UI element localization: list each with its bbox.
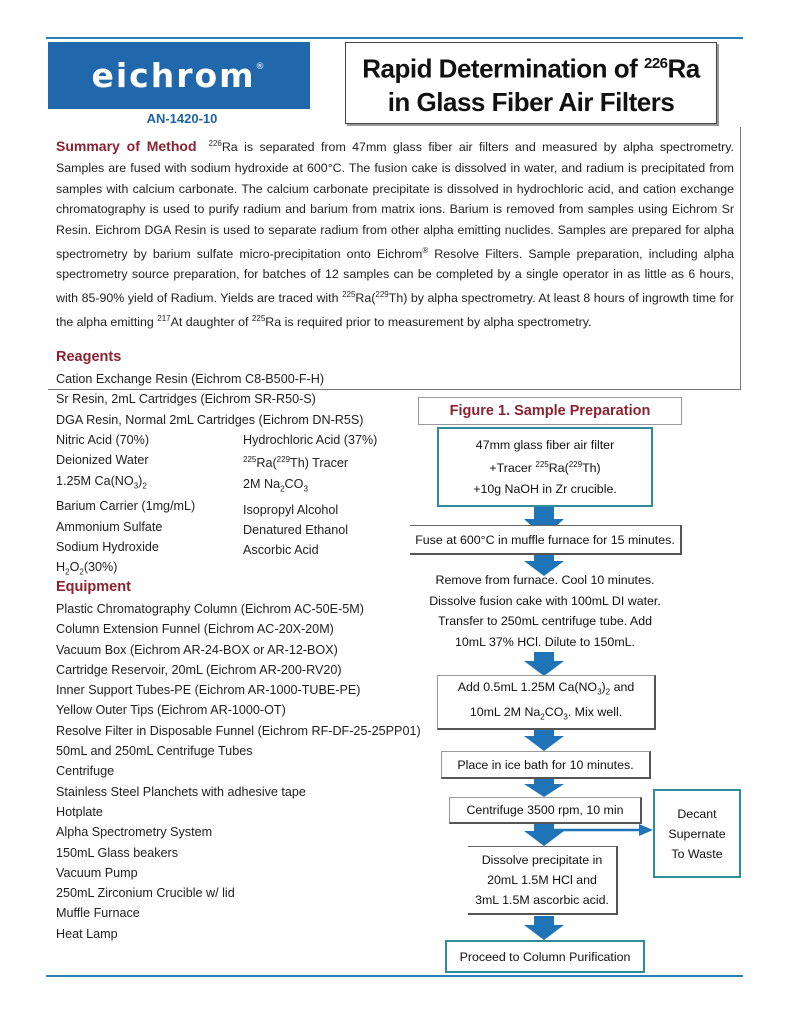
step-filter-tracer [437, 427, 653, 507]
list-item: Ascorbic Acid [243, 543, 319, 558]
list-item: Cation Exchange Resin (Eichrom C8-B500-F-H) [56, 372, 325, 386]
step-add-carbonate [437, 675, 656, 730]
equipment-list [56, 599, 421, 944]
figure-title: Figure 1. Sample Preparation [418, 397, 682, 425]
summary-paragraph: Summary of Method $^{226}$Ra is separated from 47mm glass fiber air filters and measured by alpha spectrometry. Samples are fused with sodium hydroxide at 600°C. The fusion cake is dissolved in water, and radium is precipitated from samples with calcium carbonate. The calcium carbonate precipitate is dissolved in hydrochloric acid, and cation exchange chromatography is used to purify radium and barium from matrix ions. Barium is removed from samples using Eichrom Sr Resin. Eichrom DGA Resin is used to separate radium from other alpha emitting nuclides. Samples are prepared for alpha spectrometry by barium sulfate micro-precipitation onto Eichrom® Resolve Filters. Sample preparation, including alpha spectrometry source preparation, for batches of 12 samples can be completed by a single operator in as little as 6 hours, with 85-90% yield of Radium. Yields are traced with $^{225}$Ra($^{229}$Th) by alpha spectrometry. At least 8 hours of ingrowth time for the alpha emitting $^{217}$At daughter of $^{225}$Ra is required prior to measurement by alpha spectrometry. [56, 138, 734, 330]
right-arrow-icon [553, 823, 653, 837]
step-text: 10mL 37% HCl. Dilute to 150mL. [455, 634, 635, 649]
reagents-left-column [56, 430, 195, 583]
list-item: Cartridge Reservoir, 20mL (Eichrom AR-200-RV20) [56, 662, 342, 677]
down-arrow-icon [524, 652, 564, 676]
list-item: Stainless Steel Planchets with adhesive tape [56, 784, 306, 799]
list-item: 250mL Zirconium Crucible w/ lid [56, 886, 235, 901]
down-arrow-icon [524, 916, 564, 940]
down-arrow-icon [524, 727, 564, 751]
step-text: 3mL 1.5M ascorbic acid. [475, 893, 609, 907]
step-text: To Waste [671, 846, 723, 861]
list-item: Vacuum Box (Eichrom AR-24-BOX or AR-12-BOX) [56, 642, 338, 657]
list-item: Muffle Furnace [56, 906, 140, 921]
step-text: Transfer to 250mL centrifuge tube. Add [438, 614, 652, 628]
step-ice-bath: Place in ice bath for 10 minutes. [441, 751, 651, 779]
list-item: Inner Support Tubes-PE (Eichrom AR-1000-TUBE-PE) [56, 683, 361, 698]
bottom-rule [46, 975, 743, 977]
down-arrow-icon [524, 777, 564, 797]
list-item: Sr Resin, 2mL Cartridges (Eichrom SR-R50-S) [56, 392, 316, 407]
list-item: Sodium Hydroxide [56, 540, 159, 554]
list-item: Centrifuge [56, 764, 115, 779]
decant-supernate-box [653, 789, 741, 878]
list-item: 1.25M $Ca(NO_3)_2$ [56, 473, 147, 491]
reagents-heading: Reagents [56, 349, 122, 365]
reagents-full-list [56, 369, 363, 430]
list-item: Column Extension Funnel (Eichrom AC-20X-20M) [56, 622, 334, 637]
step-text: Add 0.5mL 1.25M $Ca(NO_3)_2$ and [457, 679, 635, 696]
step-text: Supernate [668, 826, 726, 841]
list-item: 50mL and 250mL Centrifuge Tubes [56, 744, 253, 759]
step-text: +10g NaOH in Zr crucible. [473, 481, 617, 496]
list-item: Ammonium Sulfate [56, 519, 163, 534]
list-item: Deionized Water [56, 453, 149, 468]
eichrom-logo [48, 42, 310, 109]
list-item: 2M $Na_2CO_3$ [243, 476, 308, 494]
step-text: Dissolve precipitate in [481, 853, 603, 867]
top-rule [46, 37, 743, 39]
list-item: 150mL Glass beakers [56, 845, 179, 860]
list-item: Isopropyl Alcohol [243, 502, 339, 517]
list-item: $^{225}$Ra($^{229}$Th) Tracer [243, 455, 349, 471]
step-dissolve-fusion [412, 570, 678, 652]
equipment-heading: Equipment [56, 579, 131, 595]
step-text: Dissolve fusion cake with 100mL DI water. [429, 593, 661, 608]
list-item: Hydrochloric Acid (37%) [243, 433, 378, 447]
title-line-1: Rapid Determination of $^{226}$Ra [362, 53, 700, 84]
step-text: 10mL 2M $Na_2CO_3$. Mix well. [469, 705, 623, 722]
step-text: +Tracer $^{225}$Ra($^{229}$Th) [489, 460, 601, 476]
summary-heading: Summary of Method [56, 138, 197, 155]
step-text: Decant [677, 806, 717, 821]
list-item: Heat Lamp [56, 926, 118, 941]
list-item: DGA Resin, Normal 2mL Cartridges (Eichrom DN-R5S) [56, 412, 364, 427]
title-box [345, 42, 717, 124]
step-centrifuge: Centrifuge 3500 rpm, 10 min [449, 797, 642, 824]
step-text: Remove from furnace. Cool 10 minutes. [435, 573, 655, 587]
list-item: $H_2O_2(30\%)$ [56, 560, 118, 577]
logo-wordmark: eichrom® [91, 56, 267, 95]
list-item: Vacuum Pump [56, 865, 138, 880]
step-text: 47mm glass fiber air filter [475, 438, 615, 453]
list-item: Hotplate [56, 804, 103, 819]
reagents-right-column [243, 430, 377, 560]
step-fuse: Fuse at 600°C in muffle furnace for 15 minutes. [410, 525, 682, 555]
list-item: Yellow Outer Tips (Eichrom AR-1000-OT) [56, 703, 286, 718]
list-item: Barium Carrier (1mg/mL) [56, 499, 196, 514]
step-text: 20mL 1.5M HCl and [487, 873, 597, 887]
app-note-number: AN-1420-10 [146, 111, 218, 126]
list-item: Resolve Filter in Disposable Funnel (Eichrom RF-DF-25-25PP01) [56, 723, 421, 738]
step-column-purification: Proceed to Column Purification [445, 940, 645, 973]
title-line-2: in Glass Fiber Air Filters [387, 87, 675, 118]
step-dissolve-precipitate [468, 846, 618, 915]
list-item: Nitric Acid (70%) [56, 433, 150, 447]
list-item: Denatured Ethanol [243, 522, 349, 537]
list-item: Plastic Chromatography Column (Eichrom AC-50E-5M) [56, 602, 364, 616]
list-item: Alpha Spectrometry System [56, 825, 213, 840]
